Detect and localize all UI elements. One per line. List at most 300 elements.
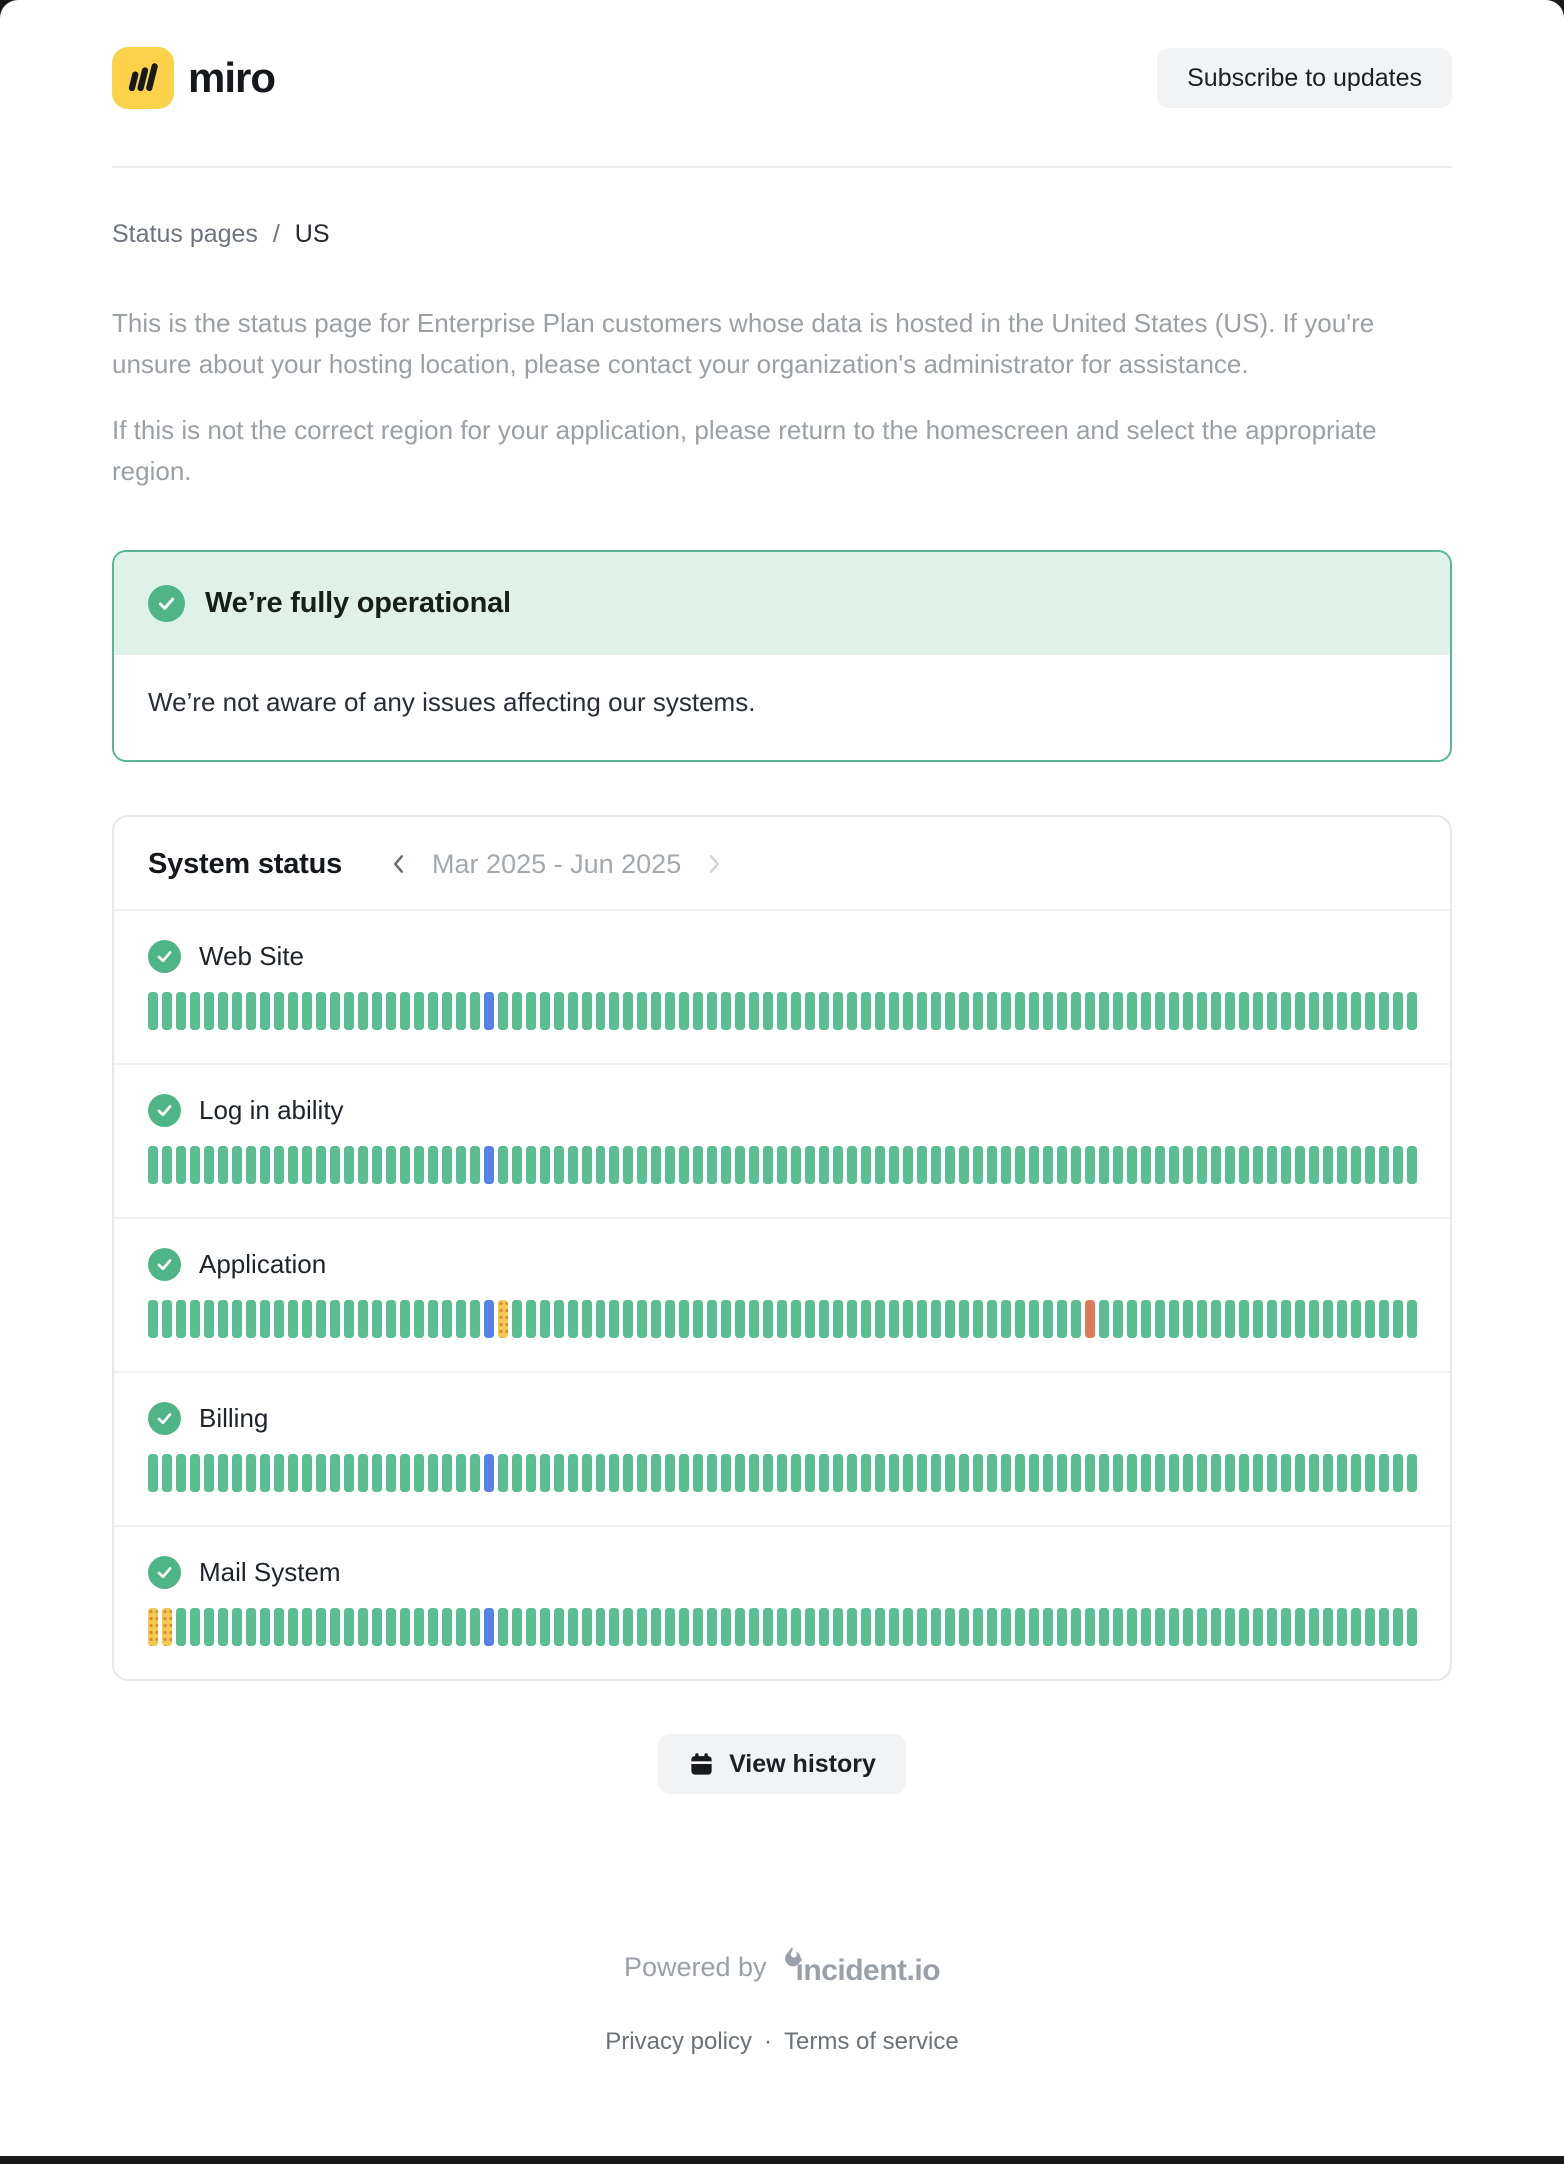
uptime-bar[interactable] [819, 992, 829, 1030]
uptime-bar[interactable] [959, 1454, 969, 1492]
uptime-bar[interactable] [1099, 1454, 1109, 1492]
uptime-bar[interactable] [1113, 992, 1123, 1030]
uptime-bar[interactable] [162, 992, 172, 1030]
uptime-bar[interactable] [1281, 1300, 1291, 1338]
uptime-bar[interactable] [316, 992, 326, 1030]
uptime-bar[interactable] [358, 992, 368, 1030]
uptime-bar[interactable] [931, 1608, 941, 1646]
uptime-bar[interactable] [833, 1454, 843, 1492]
uptime-bar[interactable] [1351, 1300, 1361, 1338]
uptime-bar[interactable] [1029, 1608, 1039, 1646]
uptime-bar[interactable] [288, 1146, 298, 1184]
uptime-bar[interactable] [456, 992, 466, 1030]
uptime-bar[interactable] [819, 1454, 829, 1492]
uptime-bar[interactable] [1197, 1454, 1207, 1492]
uptime-bar[interactable] [372, 992, 382, 1030]
uptime-bar[interactable] [1099, 1300, 1109, 1338]
uptime-bar[interactable] [945, 992, 955, 1030]
uptime-bar[interactable] [903, 1146, 913, 1184]
uptime-bar[interactable] [1407, 1300, 1417, 1338]
uptime-bar[interactable] [777, 1146, 787, 1184]
uptime-bar[interactable] [609, 1608, 619, 1646]
uptime-bar[interactable] [833, 1300, 843, 1338]
uptime-bar[interactable] [386, 992, 396, 1030]
uptime-bar[interactable] [218, 1300, 228, 1338]
uptime-bar[interactable] [1337, 1300, 1347, 1338]
uptime-bar[interactable] [302, 1146, 312, 1184]
uptime-bar[interactable] [484, 1454, 494, 1492]
uptime-bar[interactable] [1127, 1300, 1137, 1338]
uptime-bar[interactable] [1001, 992, 1011, 1030]
uptime-bar[interactable] [1169, 1146, 1179, 1184]
uptime-bar[interactable] [1071, 1146, 1081, 1184]
uptime-bar[interactable] [637, 992, 647, 1030]
uptime-bar[interactable] [288, 1454, 298, 1492]
uptime-bar[interactable] [903, 1300, 913, 1338]
uptime-bar[interactable] [540, 1454, 550, 1492]
uptime-bar[interactable] [190, 1454, 200, 1492]
uptime-bar[interactable] [861, 1608, 871, 1646]
uptime-bar[interactable] [721, 1146, 731, 1184]
uptime-bar[interactable] [1085, 1300, 1095, 1338]
uptime-bar[interactable] [302, 992, 312, 1030]
uptime-bar[interactable] [847, 1300, 857, 1338]
uptime-bar[interactable] [330, 1300, 340, 1338]
uptime-bar[interactable] [665, 992, 675, 1030]
uptime-bar[interactable] [568, 1454, 578, 1492]
uptime-bar[interactable] [1309, 992, 1319, 1030]
uptime-bar[interactable] [749, 1454, 759, 1492]
uptime-bar[interactable] [805, 1146, 815, 1184]
uptime-bar[interactable] [204, 1300, 214, 1338]
uptime-bar[interactable] [274, 1608, 284, 1646]
uptime-bar[interactable] [1057, 1300, 1067, 1338]
uptime-bar[interactable] [540, 1300, 550, 1338]
uptime-bar[interactable] [1071, 1608, 1081, 1646]
uptime-bar[interactable] [651, 1608, 661, 1646]
uptime-bar[interactable] [875, 1300, 885, 1338]
uptime-bar[interactable] [875, 1146, 885, 1184]
uptime-bar[interactable] [512, 992, 522, 1030]
uptime-bar[interactable] [1099, 992, 1109, 1030]
uptime-bar[interactable] [889, 1454, 899, 1492]
uptime-bar[interactable] [162, 1608, 172, 1646]
uptime-bar[interactable] [526, 1300, 536, 1338]
uptime-bar[interactable] [1183, 1454, 1193, 1492]
uptime-bar[interactable] [1001, 1146, 1011, 1184]
uptime-bar[interactable] [274, 1300, 284, 1338]
uptime-bar[interactable] [1197, 1146, 1207, 1184]
uptime-bar[interactable] [358, 1454, 368, 1492]
uptime-bar[interactable] [1141, 992, 1151, 1030]
uptime-bar[interactable] [498, 1300, 508, 1338]
uptime-bar[interactable] [414, 1146, 424, 1184]
uptime-bar[interactable] [526, 1146, 536, 1184]
uptime-bar[interactable] [1253, 1146, 1263, 1184]
uptime-bar[interactable] [176, 1608, 186, 1646]
uptime-bar[interactable] [875, 1608, 885, 1646]
uptime-bar[interactable] [609, 1146, 619, 1184]
uptime-bar[interactable] [1225, 1454, 1235, 1492]
uptime-bar[interactable] [1379, 1454, 1389, 1492]
next-period-button[interactable] [697, 847, 731, 881]
uptime-bar[interactable] [973, 992, 983, 1030]
uptime-bar[interactable] [1323, 1300, 1333, 1338]
uptime-bar[interactable] [945, 1454, 955, 1492]
uptime-bar[interactable] [596, 1454, 606, 1492]
uptime-bar[interactable] [763, 1454, 773, 1492]
uptime-bar[interactable] [484, 1146, 494, 1184]
uptime-bar[interactable] [875, 992, 885, 1030]
uptime-bar[interactable] [526, 1454, 536, 1492]
uptime-bar[interactable] [1197, 992, 1207, 1030]
uptime-bar[interactable] [1337, 1454, 1347, 1492]
uptime-bar[interactable] [763, 1146, 773, 1184]
uptime-bar[interactable] [903, 992, 913, 1030]
uptime-bar[interactable] [973, 1300, 983, 1338]
uptime-bar[interactable] [596, 992, 606, 1030]
uptime-bar[interactable] [1225, 1608, 1235, 1646]
uptime-bar[interactable] [1211, 1608, 1221, 1646]
uptime-bar[interactable] [470, 1608, 480, 1646]
uptime-bar[interactable] [1183, 1608, 1193, 1646]
uptime-bar[interactable] [428, 1454, 438, 1492]
uptime-bar[interactable] [204, 1146, 214, 1184]
uptime-bar[interactable] [1057, 1454, 1067, 1492]
uptime-bar[interactable] [1099, 1146, 1109, 1184]
uptime-bar[interactable] [637, 1300, 647, 1338]
uptime-bar[interactable] [582, 992, 592, 1030]
uptime-bar[interactable] [582, 1300, 592, 1338]
uptime-bar[interactable] [246, 992, 256, 1030]
uptime-bar[interactable] [372, 1146, 382, 1184]
uptime-bar[interactable] [931, 992, 941, 1030]
uptime-bar[interactable] [1309, 1146, 1319, 1184]
uptime-bar[interactable] [1393, 1608, 1403, 1646]
uptime-bar[interactable] [1407, 1608, 1417, 1646]
uptime-bar[interactable] [679, 1454, 689, 1492]
uptime-bar[interactable] [1057, 992, 1067, 1030]
uptime-bar[interactable] [526, 992, 536, 1030]
uptime-bar[interactable] [400, 992, 410, 1030]
uptime-bar[interactable] [1253, 992, 1263, 1030]
uptime-bar[interactable] [1239, 1146, 1249, 1184]
uptime-bar[interactable] [1393, 1146, 1403, 1184]
uptime-bar[interactable] [218, 1454, 228, 1492]
uptime-bar[interactable] [833, 1608, 843, 1646]
uptime-bar[interactable] [1323, 992, 1333, 1030]
uptime-bar[interactable] [1393, 1300, 1403, 1338]
uptime-bar[interactable] [805, 1454, 815, 1492]
uptime-bar[interactable] [344, 1300, 354, 1338]
uptime-bar[interactable] [344, 1608, 354, 1646]
uptime-bar[interactable] [414, 992, 424, 1030]
prev-period-button[interactable] [382, 847, 416, 881]
uptime-bar[interactable] [414, 1608, 424, 1646]
uptime-bar[interactable] [1379, 1300, 1389, 1338]
uptime-bar[interactable] [805, 1300, 815, 1338]
uptime-bar[interactable] [414, 1300, 424, 1338]
uptime-bar[interactable] [218, 992, 228, 1030]
uptime-bar[interactable] [1267, 992, 1277, 1030]
uptime-bar[interactable] [1253, 1608, 1263, 1646]
uptime-bar[interactable] [847, 992, 857, 1030]
uptime-bar[interactable] [1253, 1454, 1263, 1492]
uptime-bar[interactable] [540, 992, 550, 1030]
uptime-bar[interactable] [1393, 992, 1403, 1030]
uptime-bar[interactable] [791, 992, 801, 1030]
uptime-bar[interactable] [1085, 992, 1095, 1030]
uptime-bar[interactable] [470, 1454, 480, 1492]
uptime-bar[interactable] [330, 1454, 340, 1492]
uptime-bar[interactable] [623, 1454, 633, 1492]
uptime-bar[interactable] [875, 1454, 885, 1492]
uptime-bar[interactable] [1169, 1300, 1179, 1338]
uptime-bar[interactable] [260, 1608, 270, 1646]
uptime-bar[interactable] [554, 1454, 564, 1492]
uptime-bar[interactable] [1043, 1146, 1053, 1184]
uptime-bar[interactable] [1323, 1146, 1333, 1184]
uptime-bar[interactable] [1295, 1454, 1305, 1492]
uptime-bar[interactable] [1155, 992, 1165, 1030]
uptime-bar[interactable] [1113, 1300, 1123, 1338]
uptime-bar[interactable] [1043, 1300, 1053, 1338]
uptime-bar[interactable] [204, 1454, 214, 1492]
uptime-bar[interactable] [246, 1300, 256, 1338]
uptime-bar[interactable] [190, 1146, 200, 1184]
uptime-bar[interactable] [735, 992, 745, 1030]
uptime-bar[interactable] [540, 1608, 550, 1646]
uptime-bar[interactable] [791, 1300, 801, 1338]
uptime-bar[interactable] [1239, 1300, 1249, 1338]
uptime-bar[interactable] [693, 1454, 703, 1492]
uptime-bar[interactable] [568, 1146, 578, 1184]
uptime-bar[interactable] [302, 1454, 312, 1492]
uptime-bar[interactable] [1225, 1300, 1235, 1338]
uptime-bar[interactable] [176, 1300, 186, 1338]
uptime-bar[interactable] [232, 1454, 242, 1492]
uptime-bar[interactable] [707, 1608, 717, 1646]
uptime-bar[interactable] [1113, 1454, 1123, 1492]
uptime-bar[interactable] [190, 1608, 200, 1646]
uptime-bar[interactable] [707, 1454, 717, 1492]
uptime-bar[interactable] [679, 1300, 689, 1338]
uptime-bar[interactable] [819, 1608, 829, 1646]
uptime-bar[interactable] [1365, 1146, 1375, 1184]
uptime-bar[interactable] [1379, 1608, 1389, 1646]
uptime-bar[interactable] [973, 1454, 983, 1492]
uptime-bar[interactable] [1239, 1608, 1249, 1646]
uptime-bar[interactable] [917, 1454, 927, 1492]
uptime-bar[interactable] [833, 992, 843, 1030]
uptime-bar[interactable] [400, 1146, 410, 1184]
uptime-bar[interactable] [274, 1146, 284, 1184]
uptime-bar[interactable] [512, 1608, 522, 1646]
uptime-bar[interactable] [819, 1300, 829, 1338]
uptime-bar[interactable] [861, 992, 871, 1030]
uptime-bar[interactable] [428, 992, 438, 1030]
uptime-bar[interactable] [1351, 1454, 1361, 1492]
uptime-bar[interactable] [847, 1608, 857, 1646]
uptime-bar[interactable] [987, 992, 997, 1030]
uptime-bar[interactable] [400, 1608, 410, 1646]
uptime-bar[interactable] [1309, 1608, 1319, 1646]
uptime-bar[interactable] [973, 1146, 983, 1184]
uptime-bar[interactable] [1043, 1454, 1053, 1492]
uptime-bar[interactable] [777, 1300, 787, 1338]
uptime-bar[interactable] [1211, 1300, 1221, 1338]
uptime-bar[interactable] [1085, 1608, 1095, 1646]
uptime-bar[interactable] [763, 1300, 773, 1338]
uptime-bar[interactable] [609, 992, 619, 1030]
uptime-bar[interactable] [777, 1454, 787, 1492]
uptime-bar[interactable] [358, 1608, 368, 1646]
uptime-bar[interactable] [302, 1608, 312, 1646]
uptime-bar[interactable] [456, 1146, 466, 1184]
uptime-bar[interactable] [889, 1608, 899, 1646]
uptime-bar[interactable] [707, 1300, 717, 1338]
uptime-bar[interactable] [162, 1300, 172, 1338]
uptime-bar[interactable] [749, 1300, 759, 1338]
uptime-bar[interactable] [665, 1300, 675, 1338]
uptime-bar[interactable] [1029, 1300, 1039, 1338]
uptime-bar[interactable] [1267, 1454, 1277, 1492]
uptime-bar[interactable] [693, 992, 703, 1030]
uptime-bar[interactable] [1071, 1454, 1081, 1492]
uptime-bar[interactable] [568, 1608, 578, 1646]
uptime-bar[interactable] [428, 1146, 438, 1184]
uptime-bar[interactable] [582, 1454, 592, 1492]
uptime-bar[interactable] [847, 1454, 857, 1492]
uptime-bar[interactable] [148, 1608, 158, 1646]
uptime-bar[interactable] [1407, 1454, 1417, 1492]
uptime-bar[interactable] [1029, 1146, 1039, 1184]
uptime-bar[interactable] [1029, 992, 1039, 1030]
uptime-bar[interactable] [582, 1608, 592, 1646]
uptime-bar[interactable] [861, 1146, 871, 1184]
uptime-bar[interactable] [1281, 1146, 1291, 1184]
uptime-bar[interactable] [637, 1454, 647, 1492]
uptime-bar[interactable] [1323, 1608, 1333, 1646]
uptime-bar[interactable] [1071, 1300, 1081, 1338]
uptime-bar[interactable] [400, 1454, 410, 1492]
uptime-bar[interactable] [330, 992, 340, 1030]
uptime-bar[interactable] [903, 1608, 913, 1646]
uptime-bar[interactable] [568, 992, 578, 1030]
uptime-bar[interactable] [148, 992, 158, 1030]
incident-io-link[interactable] [781, 1946, 941, 1988]
uptime-bar[interactable] [1295, 992, 1305, 1030]
uptime-bar[interactable] [568, 1300, 578, 1338]
uptime-bar[interactable] [959, 1146, 969, 1184]
uptime-bar[interactable] [1253, 1300, 1263, 1338]
uptime-bar[interactable] [456, 1300, 466, 1338]
uptime-bar[interactable] [973, 1608, 983, 1646]
uptime-bar[interactable] [512, 1454, 522, 1492]
uptime-bar[interactable] [1183, 1146, 1193, 1184]
uptime-bar[interactable] [442, 1300, 452, 1338]
uptime-bar[interactable] [316, 1454, 326, 1492]
uptime-bar[interactable] [777, 992, 787, 1030]
uptime-bar[interactable] [777, 1608, 787, 1646]
uptime-bar[interactable] [1071, 992, 1081, 1030]
uptime-bar[interactable] [176, 992, 186, 1030]
uptime-bar[interactable] [442, 992, 452, 1030]
uptime-bar[interactable] [791, 1454, 801, 1492]
uptime-bar[interactable] [260, 1146, 270, 1184]
uptime-bar[interactable] [484, 1608, 494, 1646]
uptime-bar[interactable] [344, 1146, 354, 1184]
uptime-bar[interactable] [945, 1608, 955, 1646]
uptime-bar[interactable] [1365, 1454, 1375, 1492]
uptime-bar[interactable] [1351, 1608, 1361, 1646]
uptime-bar[interactable] [288, 1608, 298, 1646]
uptime-bar[interactable] [232, 992, 242, 1030]
uptime-bar[interactable] [749, 1608, 759, 1646]
uptime-bar[interactable] [162, 1454, 172, 1492]
uptime-bar[interactable] [204, 992, 214, 1030]
uptime-bar[interactable] [512, 1146, 522, 1184]
uptime-bar[interactable] [693, 1146, 703, 1184]
uptime-bar[interactable] [749, 992, 759, 1030]
uptime-bar[interactable] [903, 1454, 913, 1492]
uptime-bar[interactable] [637, 1608, 647, 1646]
uptime-bar[interactable] [386, 1300, 396, 1338]
uptime-bar[interactable] [260, 992, 270, 1030]
uptime-bar[interactable] [665, 1608, 675, 1646]
uptime-bar[interactable] [917, 1608, 927, 1646]
uptime-bar[interactable] [1085, 1454, 1095, 1492]
uptime-bar[interactable] [1127, 1454, 1137, 1492]
uptime-bar[interactable] [176, 1454, 186, 1492]
uptime-bar[interactable] [330, 1146, 340, 1184]
uptime-bar[interactable] [931, 1300, 941, 1338]
uptime-bar[interactable] [456, 1608, 466, 1646]
uptime-bar[interactable] [176, 1146, 186, 1184]
uptime-bar[interactable] [1015, 1454, 1025, 1492]
uptime-bar[interactable] [987, 1454, 997, 1492]
uptime-bar[interactable] [526, 1608, 536, 1646]
uptime-bar[interactable] [1365, 1608, 1375, 1646]
uptime-bar[interactable] [386, 1146, 396, 1184]
uptime-bar[interactable] [889, 1146, 899, 1184]
uptime-bar[interactable] [735, 1454, 745, 1492]
uptime-bar[interactable] [1043, 1608, 1053, 1646]
uptime-bar[interactable] [623, 992, 633, 1030]
uptime-bar[interactable] [1295, 1608, 1305, 1646]
uptime-bar[interactable] [1309, 1300, 1319, 1338]
uptime-bar[interactable] [889, 992, 899, 1030]
uptime-bar[interactable] [1323, 1454, 1333, 1492]
uptime-bar[interactable] [1211, 992, 1221, 1030]
uptime-bar[interactable] [679, 1146, 689, 1184]
uptime-bar[interactable] [1337, 1608, 1347, 1646]
uptime-bar[interactable] [861, 1454, 871, 1492]
uptime-bar[interactable] [386, 1454, 396, 1492]
uptime-bar[interactable] [1155, 1146, 1165, 1184]
uptime-bar[interactable] [735, 1608, 745, 1646]
uptime-bar[interactable] [344, 1454, 354, 1492]
uptime-bar[interactable] [232, 1300, 242, 1338]
uptime-bar[interactable] [1169, 1608, 1179, 1646]
uptime-bar[interactable] [1211, 1146, 1221, 1184]
uptime-bar[interactable] [791, 1608, 801, 1646]
uptime-bar[interactable] [372, 1300, 382, 1338]
uptime-bar[interactable] [260, 1454, 270, 1492]
uptime-bar[interactable] [148, 1300, 158, 1338]
uptime-bar[interactable] [372, 1454, 382, 1492]
uptime-bar[interactable] [1155, 1300, 1165, 1338]
